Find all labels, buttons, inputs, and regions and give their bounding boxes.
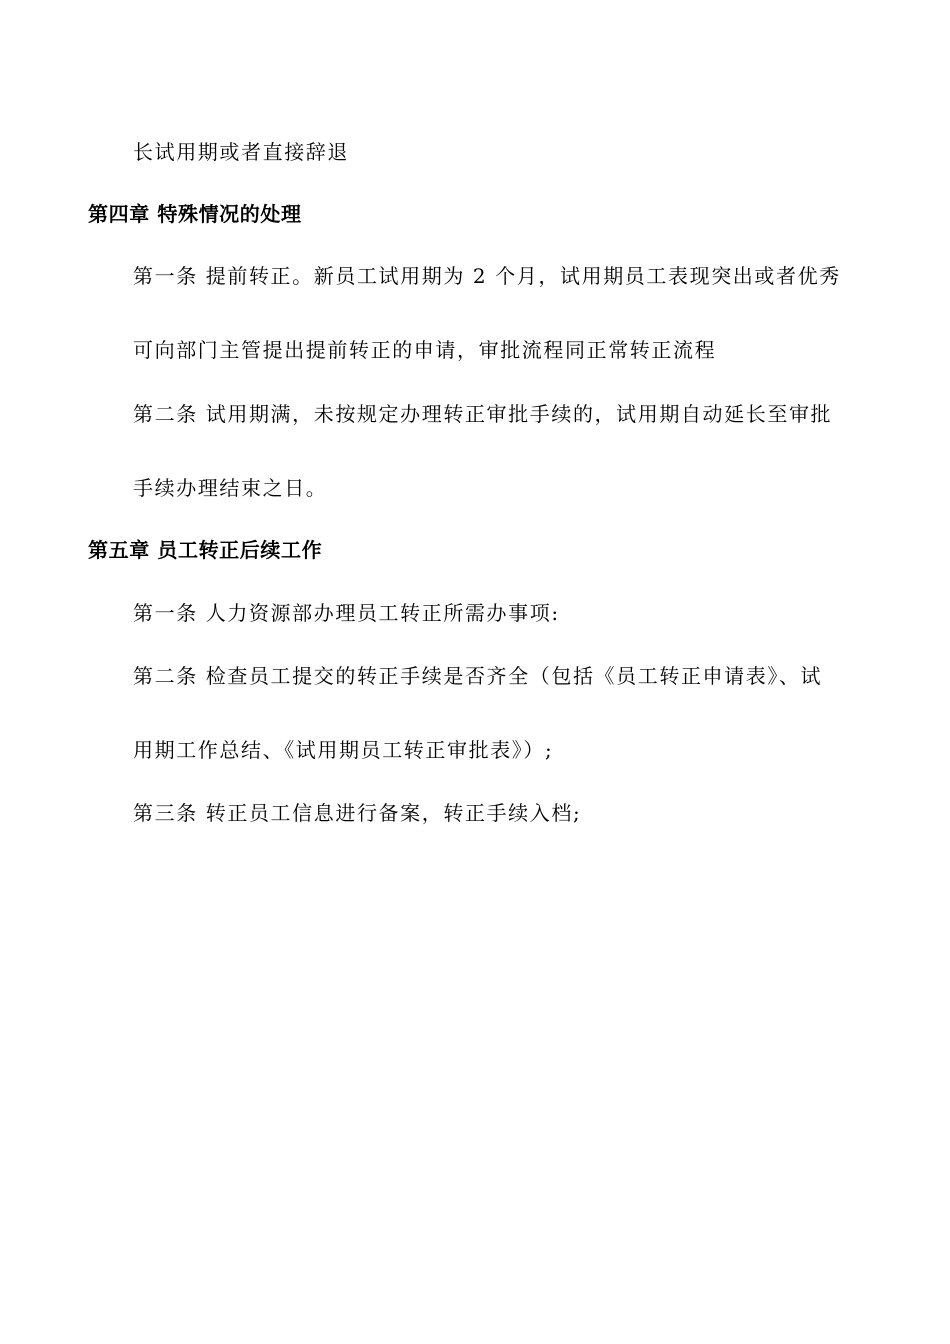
chapter-heading-5: 第五章 员工转正后续工作 bbox=[88, 538, 323, 562]
article-line: 第一条 人力资源部办理员工转正所需办事项: bbox=[133, 601, 560, 625]
article-line: 第三条 转正员工信息进行备案，转正手续入档; bbox=[133, 801, 582, 825]
chapter-heading-4: 第四章 特殊情况的处理 bbox=[88, 202, 302, 226]
article-line: 第一条 提前转正。新员工试用期为 2 个月，试用期员工表现突出或者优秀 bbox=[133, 264, 841, 288]
article-line-continued: 可向部门主管提出提前转正的申请，审批流程同正常转正流程 bbox=[133, 338, 717, 362]
article-line-continued: 手续办理结束之日。 bbox=[133, 476, 328, 500]
paragraph-line: 长试用期或者直接辞退 bbox=[133, 140, 349, 164]
article-line: 第二条 检查员工提交的转正手续是否齐全（包括《员工转正申请表》、试 bbox=[133, 664, 823, 688]
article-line: 第二条 试用期满，未按规定办理转正审批手续的，试用期自动延长至审批 bbox=[133, 402, 833, 426]
article-line-continued: 用期工作总结、《试用期员工转正审批表》）; bbox=[133, 738, 554, 762]
